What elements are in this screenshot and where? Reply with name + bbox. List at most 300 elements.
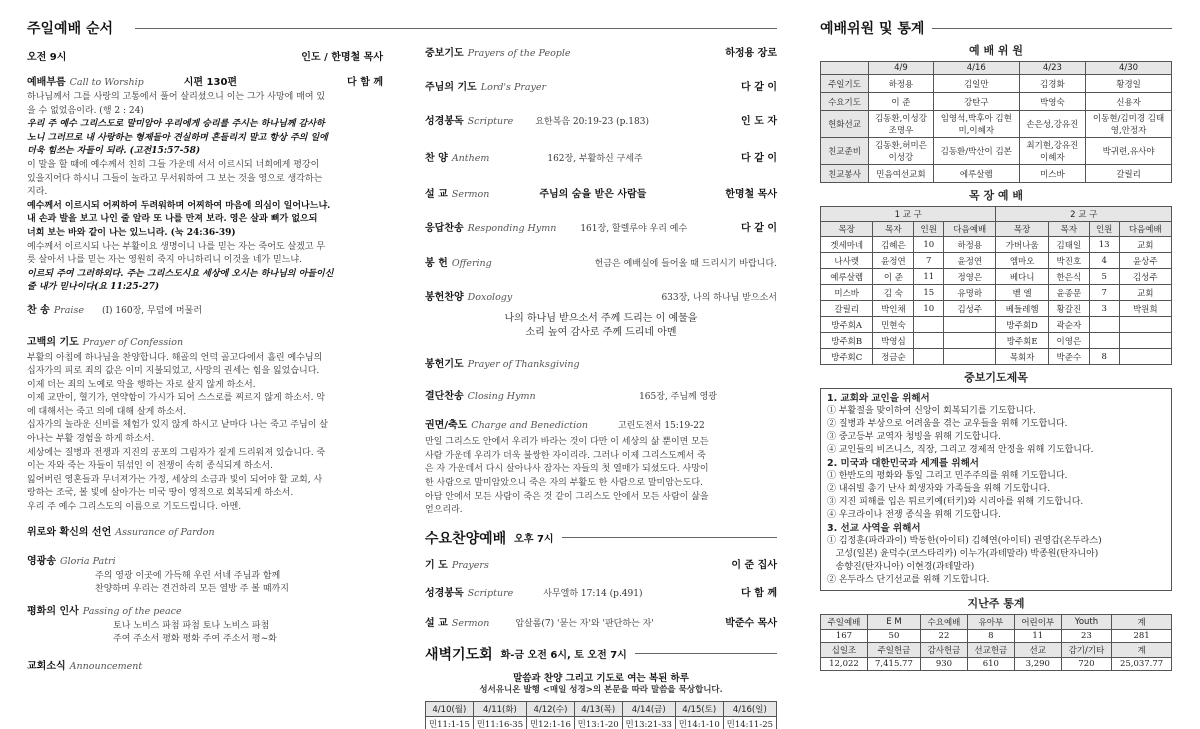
table-header-cell: 다음예배 xyxy=(1119,222,1171,237)
table-cell: 김 숙 xyxy=(873,285,914,301)
prayer-item: ③ 지진 피해를 입은 튀르키예(터키)와 시리아를 위해 기도합니다. xyxy=(827,497,1084,507)
text-line: 랑하는 조국, 볼 빛에 살아가는 미국 땅이 영적으로 회복되게 하소서. xyxy=(27,488,294,499)
table-cell: 민14:11-25 xyxy=(723,716,776,729)
table-cell xyxy=(1089,317,1119,333)
item-label: 기 도 xyxy=(425,559,448,571)
table-cell: 13 xyxy=(1089,237,1119,253)
table-cell: 목회자 xyxy=(996,349,1048,365)
item-label: 영광송 xyxy=(27,555,56,567)
item-english: Closing Hymn xyxy=(467,390,536,402)
table-cell xyxy=(914,333,944,349)
text-line: 얻으리라. xyxy=(425,505,463,516)
table-row xyxy=(821,349,1172,365)
item-ref: 161장, 할렐루야 우리 예수 xyxy=(580,224,688,235)
prayer-item: ④ 교인들의 비즈니스, 직장, 그리고 경제적 안정을 위해 기도합니다. xyxy=(827,445,1094,455)
text-line: 세상에는 질병과 전쟁과 지진의 공포의 그림자가 짙게 드리워져 있습니다. 죽 xyxy=(27,447,326,458)
item-label: 결단찬송 xyxy=(425,390,464,402)
call-to-worship xyxy=(27,73,383,88)
mokjang-table xyxy=(820,206,1172,365)
table-header-cell: 4/14(금) xyxy=(622,701,675,716)
benediction-item xyxy=(425,416,777,434)
gloria-text xyxy=(27,570,383,597)
table-header-cell: 4/15(토) xyxy=(675,701,723,716)
table-cell xyxy=(914,317,944,333)
table-cell: 김태일 xyxy=(1048,237,1089,253)
service-time: 오전 9시 xyxy=(27,52,67,63)
item-label: 봉 헌 xyxy=(425,257,448,269)
table-cell: 이 준 xyxy=(869,93,934,111)
table-row xyxy=(821,62,1172,75)
text-line: 만일 그리스도 안에서 우리가 바라는 것이 다만 이 세상의 삶 뿐이면 모든 xyxy=(425,437,709,448)
table-cell: 정금순 xyxy=(873,349,914,365)
table-cell: 3,290 xyxy=(1014,658,1061,671)
prayer-item: ② 온두라스 단기선교를 위해 기도합니다. xyxy=(827,575,990,585)
table-cell: 박귀련,유사야 xyxy=(1086,138,1172,165)
table-header-cell: Youth xyxy=(1061,615,1111,630)
text-line: 사람 가운데 우리가 더욱 불쌍한 자이리라. 그러나 이제 그리스도께서 죽 xyxy=(425,450,706,461)
table-cell: 한은식 xyxy=(1048,269,1089,285)
table-cell: 민11:16-35 xyxy=(473,716,526,729)
table-cell: 김경화 xyxy=(1019,75,1085,93)
table-cell: 5 xyxy=(1089,269,1119,285)
item-english: Prayer of Confession xyxy=(82,336,184,348)
table-cell: 윤상주 xyxy=(1119,253,1171,269)
table-cell xyxy=(1119,317,1171,333)
table-header-cell: 어린이부 xyxy=(1014,615,1061,630)
table-cell: 겟세마네 xyxy=(821,237,873,253)
prayer-item: 송향진(탄자니아) 이현경(과테말라) xyxy=(827,562,975,572)
table-header-cell: E M xyxy=(867,615,920,630)
table-cell: 교회 xyxy=(1119,285,1171,301)
table-header-cell: 주일헌금 xyxy=(867,643,920,658)
table-title: 목 장 예 배 xyxy=(969,189,1023,202)
table-cell xyxy=(944,333,996,349)
text-line: 줄 내가 믿나이다(요 11:25-27) xyxy=(27,282,160,293)
peace-item xyxy=(27,602,383,617)
text-line: 아나는 부활 경험을 하게 하소서. xyxy=(27,434,155,445)
table-cell: 7,415.77 xyxy=(867,658,920,671)
table-cell: 이영은 xyxy=(1048,333,1089,349)
table-header-cell: 계 xyxy=(1112,615,1172,630)
item-who: 다 같 이 xyxy=(741,152,777,164)
header-rule xyxy=(932,28,1172,29)
table-cell: 박영숙 xyxy=(1019,93,1085,111)
table-cell: 미스바 xyxy=(1019,165,1085,183)
table-header-cell: 4/9 xyxy=(869,62,934,75)
table-header-cell: 4/10(월) xyxy=(426,701,474,716)
sermon-item xyxy=(425,185,777,200)
table-row xyxy=(821,285,1172,301)
item-english: Responding Hymn xyxy=(467,223,557,235)
table-header-cell: 4/13(목) xyxy=(574,701,622,716)
table-cell: 최기현,강유진 이혜자 xyxy=(1019,138,1085,165)
row-label: 친교봉사 xyxy=(821,165,869,183)
table-cell: 하정용 xyxy=(869,75,934,93)
item-who: 하정용 장로 xyxy=(725,48,777,59)
item-ref: 사무엘하 17:14 (p.491) xyxy=(543,588,643,599)
item-ref: (Ⅰ) 160장, 무덤에 머물러 xyxy=(101,305,203,316)
item-ref: 162장, 부활하신 구세주 xyxy=(547,153,643,164)
item-who: 한명철 목사 xyxy=(725,189,777,201)
text-line: 예수께서 이르시되 나는 부활이요 생명이니 나를 믿는 자는 죽어도 살겠고 무 xyxy=(27,241,326,252)
item-english: Scripture xyxy=(467,587,514,599)
worship-order-column xyxy=(27,14,383,672)
stats-table xyxy=(820,614,1172,671)
section-header xyxy=(820,14,1172,42)
table-group-header: 1 교 구 xyxy=(821,207,996,222)
row-label: 헌화선교 xyxy=(821,111,869,138)
table-header-cell: 유아부 xyxy=(967,615,1014,630)
item-label: 권면/축도 xyxy=(425,419,468,431)
text-line: 릇 살아서 나를 믿는 자는 영원히 죽지 아니하리니 이것을 네가 믿느냐. xyxy=(27,255,302,266)
item-english: Assurance of Pardon xyxy=(115,526,215,538)
item-who: 다 함 께 xyxy=(347,77,383,88)
table-cell: 167 xyxy=(821,630,868,643)
table-cell: 곽순자 xyxy=(1048,317,1089,333)
table-cell: 박원희 xyxy=(1119,301,1171,317)
table-cell: 민현숙 xyxy=(873,317,914,333)
item-ref: 주님의 숨을 받은 사람들 xyxy=(539,189,647,201)
table-cell: 윤종문 xyxy=(1048,285,1089,301)
table-header-cell: 주일예배 xyxy=(821,615,868,630)
table-cell: 민11:1-15 xyxy=(426,716,474,729)
dawn-line: 성서유니온 발행 <매일 성경>의 본문을 따라 말씀을 묵상합니다. xyxy=(479,684,723,695)
confession-text xyxy=(27,352,383,515)
item-ref: 165장, 주님께 영광 xyxy=(639,391,717,402)
table-cell: 22 xyxy=(921,630,968,643)
text-line: 노니 그러므로 내 사랑하는 형제들아 견실하며 흔들리지 말고 항상 주의 일에 xyxy=(27,132,328,143)
prayer-item: ① 부활절을 맞이하여 신앙이 회복되기를 기도합니다. xyxy=(827,406,1036,416)
table-row xyxy=(821,75,1172,93)
text-line: 하나님께서 그를 사랑의 고통에서 풀어 살리셨으니 이는 그가 사망에 매여 있 xyxy=(27,92,326,102)
text-line: 아담 안에서 모든 사람이 죽은 것 같이 그리스도 안에서 모든 사람이 삶을 xyxy=(425,491,709,502)
service-info xyxy=(27,48,383,63)
item-who: 다 함 께 xyxy=(741,587,777,599)
table-cell: 정영은 xyxy=(944,269,996,285)
table-cell: 신용자 xyxy=(1086,93,1172,111)
table-cell: 박준수 xyxy=(1048,349,1089,365)
thanksgiving-item xyxy=(425,355,777,370)
table-cell: 3 xyxy=(1089,301,1119,317)
text-line: 토나 노비스 파첨 파첨 토나 노비스 파첨 xyxy=(113,620,270,631)
text-line: 은 자 가운데서 다시 살아나사 잠자는 자들의 첫 열매가 되셨도다. 사망이 xyxy=(425,464,709,475)
row-label: 주일기도 xyxy=(821,75,869,93)
doxology-text xyxy=(425,312,777,340)
table-cell: 김동환,이성강 조명우 xyxy=(869,111,934,138)
table-group-header: 2 교 구 xyxy=(996,207,1172,222)
intercession-item xyxy=(425,44,777,59)
table-cell: 4 xyxy=(1089,253,1119,269)
item-label: 찬 송 xyxy=(27,304,50,316)
table-cell: 민13:21-33 xyxy=(622,716,675,729)
lords-prayer-item xyxy=(425,78,777,93)
wed-prayer-item xyxy=(425,556,777,571)
table-row xyxy=(821,615,1172,630)
table-cell: 나사렛 xyxy=(821,253,873,269)
item-english: Charge and Benediction xyxy=(471,419,588,431)
worship-order-continued xyxy=(425,44,777,729)
table-header-cell: 목장 xyxy=(996,222,1048,237)
table-cell xyxy=(1089,333,1119,349)
item-label: 고백의 기도 xyxy=(27,336,79,348)
table-cell: 8 xyxy=(967,630,1014,643)
table-cell: 박진호 xyxy=(1048,253,1089,269)
praise-item xyxy=(27,301,383,319)
table-cell: 가버나움 xyxy=(996,237,1048,253)
table-cell: 방주회D xyxy=(996,317,1048,333)
table-cell: 손은성,강유진 xyxy=(1019,111,1085,138)
text-line: 주의 영광 이곳에 가득해 우린 서네 주님과 함께 xyxy=(95,570,281,581)
text-line: 내 손과 발을 보고 나인 줄 알라 또 나를 만져 보라. 영은 살과 뼈가 없으되 xyxy=(27,214,318,225)
table-cell: 방주회A xyxy=(821,317,873,333)
anthem-item xyxy=(425,149,777,167)
text-line: 부활의 아침에 하나님을 찬양합니다. 해골의 언덕 골고다에서 흘린 예수님의 xyxy=(27,352,323,363)
assurance-item xyxy=(27,523,383,538)
table-cell: 10 xyxy=(914,237,944,253)
dawn-title: 새벽기도회 xyxy=(425,646,493,663)
table-header-cell: 십일조 xyxy=(821,643,868,658)
table-cell: 12,022 xyxy=(821,658,868,671)
text-line: 이제 더는 죄의 노예로 악을 행하는 자로 살지 않게 하소서. xyxy=(27,379,256,390)
peace-text xyxy=(27,620,383,647)
item-who: 인 도 자 xyxy=(741,116,777,127)
table-cell: 박인채 xyxy=(873,301,914,317)
table-cell: 김일만 xyxy=(933,75,1019,93)
table-cell: 720 xyxy=(1061,658,1111,671)
table-cell: 미스바 xyxy=(821,285,873,301)
text-line: 더욱 힘쓰는 자들이 되라. (고전15:57-58) xyxy=(27,146,201,157)
item-label: 교회소식 xyxy=(27,661,66,672)
text-line: 을 수 없었음이라. (행 2 : 24) xyxy=(27,105,144,116)
item-who: 다 같 이 xyxy=(741,223,777,235)
table-cell xyxy=(944,317,996,333)
table-row xyxy=(426,701,777,716)
table-cell: 에루살렘 xyxy=(933,165,1019,183)
table-cell: 벧 엘 xyxy=(996,285,1048,301)
table-cell: 유명하 xyxy=(944,285,996,301)
item-english: Scripture xyxy=(467,116,514,127)
text-line: 지라. xyxy=(27,187,48,198)
prayer-item: ② 내쉬빌 총기 난사 희생자와 가족들을 위해 기도합니다. xyxy=(827,484,1051,494)
item-label: 평화의 인사 xyxy=(27,605,79,617)
item-label: 위로와 확신의 선언 xyxy=(27,526,112,538)
item-label: 응답찬송 xyxy=(425,223,464,235)
table-cell: 김성주 xyxy=(1119,269,1171,285)
item-label: 찬 양 xyxy=(425,152,448,164)
committee-stats-column xyxy=(820,14,1172,671)
table-cell: 민13:1-20 xyxy=(574,716,622,729)
item-who: 다 같 이 xyxy=(741,82,777,93)
item-label: 예배부름 xyxy=(27,77,66,88)
prayer-item: ① 김정훈(파라과이) 박동한(아이티) 김혜연(아이티) 권영갑(온두라스) xyxy=(827,536,1102,546)
table-cell xyxy=(1119,333,1171,349)
table-header-cell: 4/23 xyxy=(1019,62,1085,75)
table-header-cell: 인원 xyxy=(1089,222,1119,237)
table-cell: 황갈진 xyxy=(1048,301,1089,317)
table-cell: 11 xyxy=(914,269,944,285)
table-row xyxy=(821,207,1172,222)
table-cell: 윤정연 xyxy=(873,253,914,269)
item-english: Announcement xyxy=(69,661,143,672)
text-line: 에 대해서는 죽고 의에 대해 살게 하소서. xyxy=(27,406,187,417)
prayer-item: ④ 우크라이나 전쟁 종식을 위해 기도합니다. xyxy=(827,510,1001,520)
table-row xyxy=(821,222,1172,237)
item-label: 봉헌찬양 xyxy=(425,292,464,304)
text-line: 있을지어다 하시니 그들이 놀라고 무서워하여 그 보는 것을 영으로 생각하는 xyxy=(27,173,323,184)
table-cell: 7 xyxy=(914,253,944,269)
table-row xyxy=(821,658,1172,671)
row-label: 수요기도 xyxy=(821,93,869,111)
item-label: 성경봉독 xyxy=(425,587,464,599)
table-header-cell: 인원 xyxy=(914,222,944,237)
item-ref: 요한복음 20:19-23 (p.183) xyxy=(535,117,649,127)
item-english: Praise xyxy=(53,304,84,316)
text-line: 이제 교만이, 혈기가, 연약함이 가시가 되어 스스로를 찌르지 않게 하소서. 악 xyxy=(27,393,326,404)
table-cell: 윤정연 xyxy=(944,253,996,269)
dawn-schedule-table xyxy=(425,701,777,729)
header-rule xyxy=(635,653,777,654)
table-cell: 15 xyxy=(914,285,944,301)
table-header-cell: 4/16 xyxy=(933,62,1019,75)
prayer-item: ② 질병과 부상으로 어려움을 겪는 교우들을 위해 기도합니다. xyxy=(827,419,1068,429)
prayer-group-heading: 2. 미국과 대한민국과 세계를 위해서 xyxy=(827,458,979,469)
table-title: 예 배 위 원 xyxy=(969,44,1023,57)
benediction-text xyxy=(425,436,777,518)
service-leader: 인도 / 한명철 목사 xyxy=(301,52,383,63)
text-line: 십자가의 놀라운 신비를 체험가 있지 않게 하시고 낱마다 나는 죽고 주님이 살 xyxy=(27,420,328,431)
table-cell: 민음여선교회 xyxy=(869,165,934,183)
table-cell: 50 xyxy=(867,630,920,643)
table-header-cell: 4/11(화) xyxy=(473,701,526,716)
item-ref: 고린도전서 15:19-22 xyxy=(617,420,705,431)
table-cell: 교회 xyxy=(1119,237,1171,253)
table-row xyxy=(821,253,1172,269)
committee-table xyxy=(820,61,1172,183)
text-line: 우리 주 예수 그리스도의 이름으로 기도드립니다. 아멘. xyxy=(27,502,242,513)
dawn-line: 말씀과 찬양 그리고 기도로 여는 복된 하루 xyxy=(513,672,689,684)
wednesday-time: 오후 7시 xyxy=(514,534,554,546)
prayer-group-heading: 1. 교회와 교인을 위해서 xyxy=(827,393,930,404)
wed-scripture-item xyxy=(425,584,777,602)
table-cell: 281 xyxy=(1112,630,1172,643)
table-cell: 김성주 xyxy=(944,301,996,317)
item-english: Sermon xyxy=(451,189,490,201)
table-cell: 하정용 xyxy=(944,237,996,253)
item-label: 주님의 기도 xyxy=(425,82,477,93)
table-cell: 갈릴리 xyxy=(821,301,873,317)
text-line: 주여 주소서 평화 평화 주여 주소서 평~화 xyxy=(113,634,277,645)
item-english: Gloria Patri xyxy=(59,555,116,567)
item-english: Prayers xyxy=(451,559,489,571)
table-cell: 930 xyxy=(921,658,968,671)
table-cell: 23 xyxy=(1061,630,1111,643)
table-title: 중보기도제목 xyxy=(964,371,1028,384)
table-header-cell: 4/30 xyxy=(1086,62,1172,75)
prayer-group-heading: 3. 선교 사역을 위해서 xyxy=(827,523,921,534)
item-english: Call to Worship xyxy=(69,77,144,88)
table-row xyxy=(821,138,1172,165)
text-line: 이르되 주여 그러하외다. 주는 그리스도시요 세상에 오시는 하나님의 아들이신 xyxy=(27,268,334,279)
closing-hymn-item xyxy=(425,387,777,405)
text-line: 잃어버린 영혼들과 무너져가는 가정, 세상의 소금과 빛이 되어야 할 교회, 사 xyxy=(27,474,323,485)
text-line: 한 사람으로 말미암았으니 죽은 자의 부활도 한 사람으로 말미암는도다. xyxy=(425,477,703,488)
prayer-item: ① 한반도의 평화와 통일 그리고 민주주의를 위해 기도합니다. xyxy=(827,471,1068,481)
row-label: 친교준비 xyxy=(821,138,869,165)
table-header-cell: 선교 xyxy=(1014,643,1061,658)
offering-item xyxy=(425,254,777,272)
table-cell: 김동환/박산이 김본 xyxy=(933,138,1019,165)
header-rule xyxy=(562,537,777,538)
wednesday-title: 수요찬양예배 xyxy=(425,530,507,547)
table-cell: 이 준 xyxy=(873,269,914,285)
item-label: 봉헌기도 xyxy=(425,358,464,370)
call-text xyxy=(27,91,383,295)
item-ref: 633장, 나의 하나님 받으소서 xyxy=(661,293,777,304)
table-cell: 10 xyxy=(914,301,944,317)
item-english: Offering xyxy=(451,257,492,269)
item-ref: 시편 130편 xyxy=(183,77,238,88)
table-row xyxy=(821,333,1172,349)
table-header-cell: 감사헌금 xyxy=(921,643,968,658)
table-cell: 김동환,허미은 이성강 xyxy=(869,138,934,165)
text-line: 찬양하며 우리는 견건하리 모든 열방 주 볼 때까지 xyxy=(95,584,289,595)
response-item xyxy=(425,219,777,237)
table-cell: 임영석,박후아 김현미,이혜자 xyxy=(933,111,1019,138)
prayer-item: 고성(일본) 윤덕수(코스타리카) 이누가(과테말라) 박종원(탄자니아) xyxy=(827,549,1099,559)
item-english: Sermon xyxy=(451,618,490,630)
wed-sermon-item xyxy=(425,614,777,632)
table-row xyxy=(821,93,1172,111)
table-row xyxy=(426,716,777,729)
confession-item xyxy=(27,333,383,348)
table-row xyxy=(821,269,1172,285)
table-row xyxy=(821,237,1172,253)
table-cell: 민14:1-10 xyxy=(675,716,723,729)
table-row xyxy=(821,165,1172,183)
item-note: 헌금은 예배실에 들어올 때 드리시기 바랍니다. xyxy=(594,258,777,269)
table-row xyxy=(821,111,1172,138)
prayer-topics-box xyxy=(820,388,1172,591)
table-cell: 강탄구 xyxy=(933,93,1019,111)
table-cell: 예루살렘 xyxy=(821,269,873,285)
table-cell: 7 xyxy=(1089,285,1119,301)
item-ref: 압살롬(7) '묻는 자'와 '판단하는 자' xyxy=(515,619,654,630)
table-cell: 황경일 xyxy=(1086,75,1172,93)
dawn-description xyxy=(425,670,777,698)
table-cell xyxy=(914,349,944,365)
table-header-cell: 목장 xyxy=(821,222,873,237)
text-line: 너희 보는 바와 같이 나는 있느니라. (눅 24:36-39) xyxy=(27,227,236,238)
header-rule xyxy=(135,28,777,29)
table-header-cell: 4/12(수) xyxy=(527,701,575,716)
text-line: 십자가의 피로 죄의 값은 이미 지불되었고, 사망의 권세는 힘을 잃었습니다. xyxy=(27,366,320,377)
item-english: Prayer of Thanksgiving xyxy=(467,358,580,370)
table-header-cell: 계 xyxy=(1112,643,1172,658)
table-cell: 베들레헴 xyxy=(996,301,1048,317)
table-header-cell xyxy=(821,62,869,75)
table-cell: 11 xyxy=(1014,630,1061,643)
table-cell: 김혜은 xyxy=(873,237,914,253)
item-who: 이 준 집사 xyxy=(731,559,777,571)
scripture-item xyxy=(425,112,777,130)
wednesday-header xyxy=(425,524,777,552)
table-cell: 610 xyxy=(967,658,1014,671)
table-header-cell: 4/16(일) xyxy=(723,701,776,716)
table-cell: 갈릴리 xyxy=(1086,165,1172,183)
table-title: 지난주 통계 xyxy=(967,597,1025,610)
prayer-item: ③ 중고등부 교역자 청빙을 위해 기도합니다. xyxy=(827,432,1001,442)
announcement-item xyxy=(27,657,383,672)
